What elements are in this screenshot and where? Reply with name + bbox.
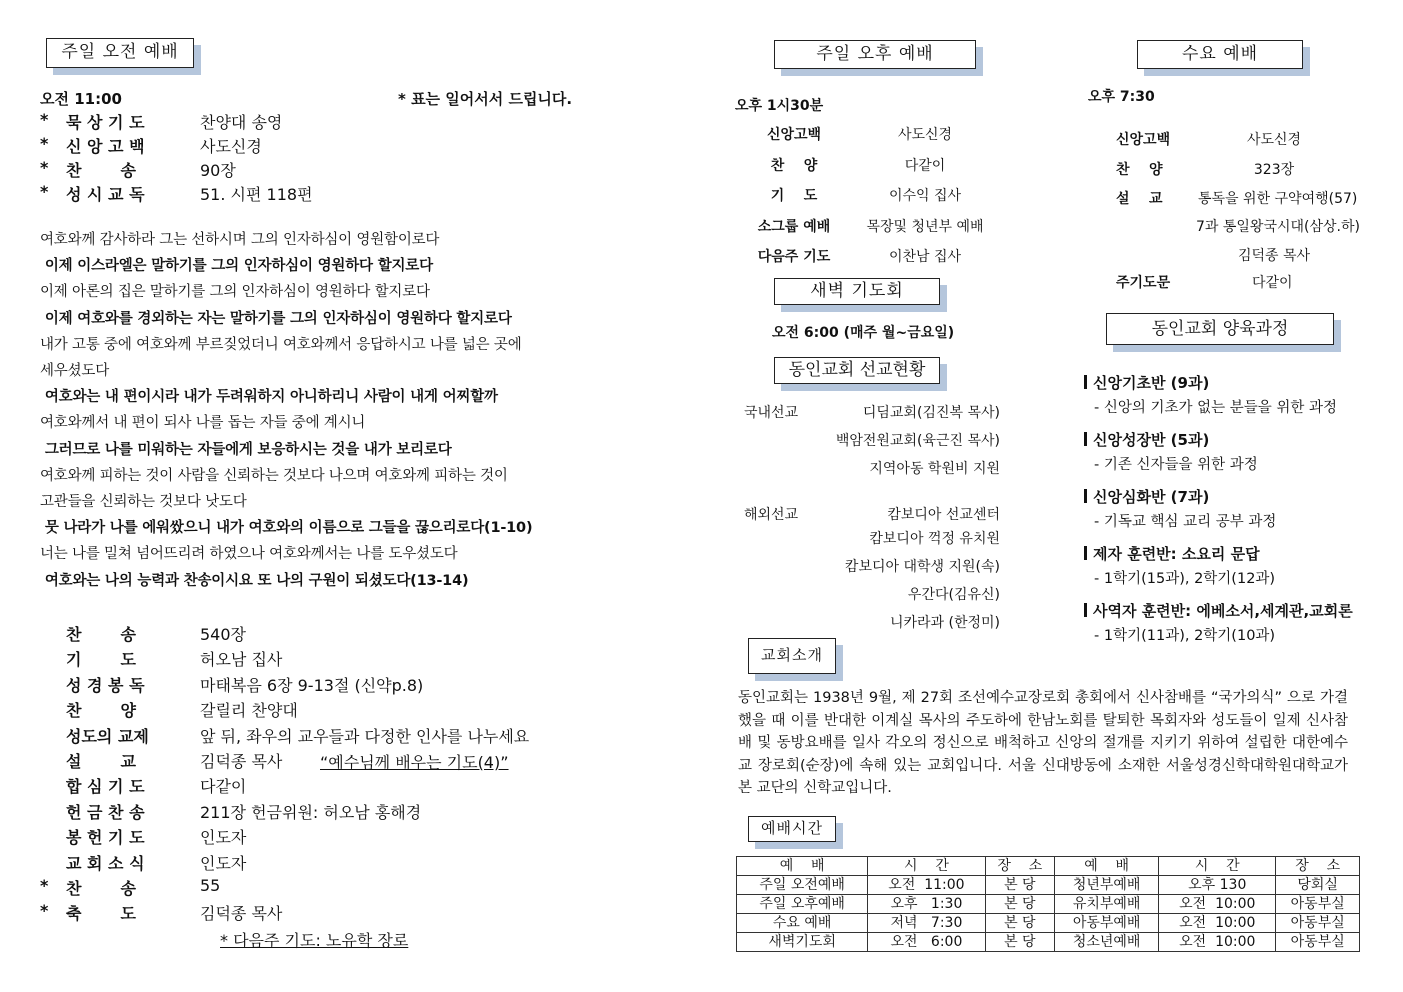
morning-service-title: 주일 오전 예배 [46,38,194,68]
order-label: 설 교 [66,752,136,771]
schedule-cell: 청년부예배 [1055,876,1159,895]
overseas-mission-item: 캄보디아 꺽정 유치원 [869,531,1000,547]
order-value: 인도자 [200,828,247,848]
course-description: - 신앙의 기초가 없는 분들을 위한 과정 [1094,400,1337,416]
order-label: 찬 송 [66,625,136,644]
order-value: 갈릴리 찬양대 [200,701,298,721]
order-value: 앞 뒤, 좌우의 교우들과 다정한 인사를 나누세요 [200,726,530,746]
schedule-cell: 수요 예배 [737,914,868,933]
order-label: 합 심 기 도 [66,777,145,797]
afternoon-label: 소그룹 예배 [757,218,831,235]
order-label: 찬 양 [66,701,136,721]
afternoon-label: 찬 양 [770,157,818,174]
star-mark: * [40,182,49,201]
order-value: 90장 [200,161,236,180]
psalm-line: 여호와는 나의 능력과 찬송이시요 또 나의 구원이 되셨도다(13-14) [40,572,469,589]
order-label: 헌 금 찬 송 [66,802,145,822]
afternoon-value: 이찬남 집사 [888,249,962,265]
schedule-row [737,933,1360,952]
schedule-cell: 오후 1:30 [868,895,985,914]
psalm-line: 뭇 나라가 나를 에워쌌으니 내가 여호와의 이름으로 그들을 끊으리로다(1-10) [40,520,533,537]
psalm-line: 여호와께 피하는 것이 사람을 신뢰하는 것보다 나으며 여호와께 피하는 것이 [40,467,508,484]
sermon-title: “예수님께 배우는 기도(4)” [320,753,509,772]
order-value: 55 [200,876,221,895]
order-value: 마태복음 6장 9-13절 (신약p.8) [200,675,424,695]
schedule-cell: 주일 오후예배 [737,895,868,914]
overseas-mission-item: 캄보디아 선교센터 [887,507,1000,523]
schedule-cell: 주일 오전예배 [737,876,868,895]
schedule-cell: 본 당 [985,876,1055,895]
schedule-cell: 본 당 [985,895,1055,914]
schedule-cell: 오전 10:00 [1159,914,1276,933]
course-name: 신앙심화반 (7과) [1084,486,1209,507]
psalm-line: 이제 여호와를 경외하는 자는 말하기를 그의 인자하심이 영원하다 할지로다 [40,310,512,327]
wednesday-sermon-line2: 7과 통일왕국시대(삼상.하) [1196,219,1360,235]
order-value: 540장 [200,625,246,644]
schedule-cell: 저녁 7:30 [868,914,985,933]
course-name: 사역자 훈련반: 에베소서,세계관,교회론 [1084,600,1353,621]
order-value: 김덕종 목사 [200,904,283,924]
order-label: 묵 상 기 도 [66,113,145,132]
order-value: 사도신경 [200,137,262,156]
schedule-cell: 유치부예배 [1055,895,1159,914]
afternoon-service-time: 오후 1시30분 [735,98,824,114]
domestic-mission-label: 국내선교 [744,405,799,421]
psalm-line: 내가 고통 중에 여호와께 부르짖었더니 여호와께서 응답하시고 나를 넓은 곳에 [40,336,522,353]
order-label: 성 경 봉 독 [66,675,145,695]
next-week-prayer: * 다음주 기도: 노유학 장로 [220,931,409,950]
wednesday-service-time: 오후 7:30 [1088,89,1155,105]
order-value: 인도자 [200,853,247,873]
afternoon-value: 목장및 청년부 예배 [866,218,984,235]
afternoon-label: 기 도 [770,188,818,204]
schedule-cell: 아동부실 [1276,895,1360,914]
psalm-line: 여호와께서 내 편이 되사 나를 돕는 자들 중에 계시니 [40,415,366,432]
afternoon-service-title: 주일 오후 예배 [774,40,976,69]
order-label: 찬 송 [66,879,136,898]
order-value: 찬양대 송영 [200,113,283,132]
wednesday-preacher: 김덕종 목사 [1238,248,1311,264]
psalm-line: 너는 나를 밀쳐 넘어뜨리려 하였으나 여호와께서는 나를 도우셨도다 [40,546,458,563]
afternoon-value: 이수익 집사 [888,188,962,204]
domestic-mission-item: 디딤교회(김진복 목사) [862,405,1000,421]
course-description: - 기존 신자들을 위한 과정 [1094,457,1258,473]
schedule-header-cell: 예 배 [1055,857,1159,876]
schedule-header-cell: 시 간 [868,857,985,876]
order-label: 성도의 교제 [66,726,149,746]
order-label: 신 앙 고 백 [66,137,145,156]
education-title: 동인교회 양육과정 [1106,313,1334,345]
mission-title: 동인교회 선교현황 [774,357,940,384]
star-mark: * [40,134,49,153]
psalm-line: 이제 이스라엘은 말하기를 그의 인자하심이 영원하다 할지로다 [40,258,433,275]
church-intro-text: 동인교회는 1938년 9월, 제 27회 조선예수교장로회 총회에서 신사참배를 “국가의식” 으로 가결했을 때 이를 반대한 이계실 목사의 주도하에 한남노회를 탈퇴한 목회자와 성도들이 일제 신사참배 및 동방요배를 일사 각오의 정신으로 배척하고 신앙의 절개를 지키기 위하여 설립한 대한예수교 장로회(순장)에 속해 있는 교회입니다. 서울 신대방동에 소재한 서울성경신학대학원대학교가 본 교단의 신학교입니다. [738,690,1348,796]
order-value: 김덕종 목사 [200,752,283,771]
wednesday-value: 통독을 위한 구약여행(57) [1198,191,1358,207]
order-label: 봉 헌 기 도 [66,828,145,848]
overseas-mission-label: 해외선교 [744,507,799,523]
schedule-row [737,895,1360,914]
wednesday-value: 사도신경 [1246,132,1302,148]
standing-note: * 표는 일어서서 드립니다. [398,90,573,108]
psalm-line: 세우셨도다 [40,363,110,379]
schedule-table [736,856,1360,952]
afternoon-label: 다음주 기도 [757,249,831,265]
order-value: 51. 시편 118편 [200,185,313,204]
church-intro-title: 교회소개 [748,638,836,674]
schedule-header-cell: 장 소 [1276,857,1360,876]
order-label: 기 도 [66,650,136,670]
dawn-prayer-time: 오전 6:00 (매주 월~금요일) [772,325,955,341]
schedule-cell: 아동부예배 [1055,914,1159,933]
order-label: 축 도 [66,904,136,924]
star-mark: * [40,158,49,177]
afternoon-value: 사도신경 [897,127,953,143]
order-value: 다같이 [200,777,247,797]
course-description: - 1학기(11과), 2학기(10과) [1094,628,1276,644]
schedule-header-cell: 시 간 [1159,857,1276,876]
schedule-cell: 오후 130 [1159,876,1276,895]
schedule-cell: 아동부실 [1276,914,1360,933]
schedule-header-cell: 장 소 [985,857,1055,876]
schedule-cell: 청소년예배 [1055,933,1159,952]
star-mark: * [40,876,49,895]
wednesday-service-title: 수요 예배 [1137,40,1303,69]
psalm-line: 여호와는 내 편이시라 내가 두려워하지 아니하리니 사람이 내게 어찌할까 [40,389,498,406]
overseas-mission-item: 캄보디아 대학생 지원(속) [844,559,1000,575]
wednesday-closing-value: 다같이 [1252,275,1293,291]
star-mark: * [40,110,49,129]
course-name: 제자 훈련반: 소요리 문답 [1084,543,1260,564]
course-name: 신앙기초반 (9과) [1084,372,1209,393]
wednesday-label: 설 교 [1116,191,1163,207]
psalm-line: 고관들을 신뢰하는 것보다 낫도다 [40,494,247,510]
order-label: 성 시 교 독 [66,185,145,204]
schedule-row [737,876,1360,895]
schedule-header-row [737,857,1360,876]
domestic-mission-item: 지역아동 학원비 지원 [869,461,1000,477]
schedule-cell: 오전 10:00 [1159,895,1276,914]
course-description: - 기독교 핵심 교리 공부 과정 [1094,514,1277,530]
wednesday-closing-label: 주기도문 [1116,275,1171,291]
afternoon-label: 신앙고백 [766,127,822,143]
order-value: 허오남 집사 [200,650,283,670]
wednesday-label: 신앙고백 [1116,132,1171,148]
schedule-title: 예배시간 [748,816,836,842]
afternoon-value: 다같이 [904,157,946,174]
course-description: - 1학기(15과), 2학기(12과) [1094,571,1276,587]
order-label: 찬 송 [66,161,136,180]
schedule-cell: 오전 6:00 [868,933,985,952]
psalm-line: 이제 아론의 집은 말하기를 그의 인자하심이 영원하다 할지로다 [40,284,430,301]
schedule-row [737,914,1360,933]
schedule-cell: 오전 11:00 [868,876,985,895]
schedule-cell: 아동부실 [1276,933,1360,952]
schedule-cell: 당회실 [1276,876,1360,895]
psalm-line: 그러므로 나를 미워하는 자들에게 보응하시는 것을 내가 보리로다 [40,441,452,458]
star-mark: * [40,901,49,921]
dawn-prayer-title: 새벽 기도회 [774,278,940,305]
morning-service-time: 오전 11:00 [40,90,122,108]
course-name: 신앙성장반 (5과) [1084,429,1209,450]
wednesday-value: 323장 [1253,161,1295,178]
psalm-line: 여호와께 감사하라 그는 선하시며 그의 인자하심이 영원함이로다 [40,232,440,248]
schedule-cell: 새벽기도회 [737,933,868,952]
order-label: 교 회 소 식 [66,853,145,873]
schedule-cell: 오전 10:00 [1159,933,1276,952]
domestic-mission-item: 백암전원교회(육근진 목사) [835,433,1000,449]
schedule-cell: 본 당 [985,914,1055,933]
wednesday-label: 찬 양 [1116,161,1163,178]
schedule-header-cell: 예 배 [737,857,868,876]
overseas-mission-item: 니카라과 (한정미) [889,615,1000,631]
overseas-mission-item: 우간다(김유신) [907,587,1000,603]
order-value: 211장 헌금위원: 허오남 홍해경 [200,802,422,822]
schedule-cell: 본 당 [985,933,1055,952]
